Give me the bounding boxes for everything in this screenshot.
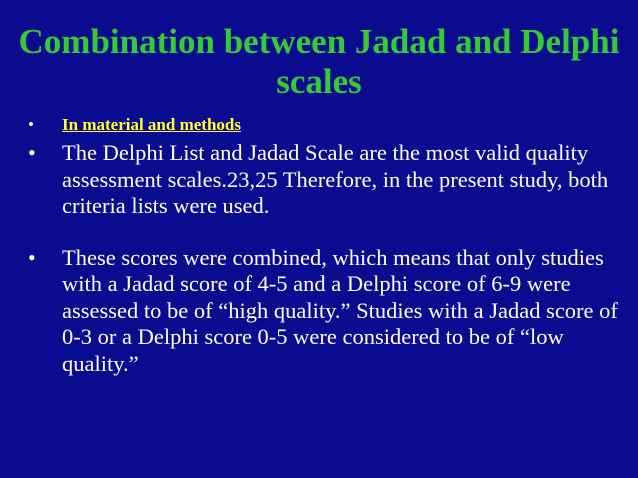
slide-title: Combination between Jadad and Delphi scales [18, 22, 620, 101]
bullet-dot: • [28, 244, 36, 270]
bullet-dot: • [28, 140, 36, 165]
bullet-text: These scores were combined, which means that only studies with a Jadad score of 4-5 and a Delphi score of 6-9 were assessed to be of “high quality.” Studies with a Jadad score of 0-3 or a Delphi score 0-5 were considered to be of “low quality.” [62, 244, 618, 376]
bullet-item-combination [28, 245, 618, 378]
bullet-list [28, 114, 618, 377]
bullet-dot: • [28, 115, 34, 134]
section-subheading: In material and methods [62, 115, 241, 134]
bullet-item-validity [28, 140, 618, 220]
bullet-item-subheading [28, 114, 618, 136]
bullet-text: The Delphi List and Jadad Scale are the most valid quality assessment scales.23,25 Therefore, in the present study, both criteria lists were used. [62, 140, 609, 218]
